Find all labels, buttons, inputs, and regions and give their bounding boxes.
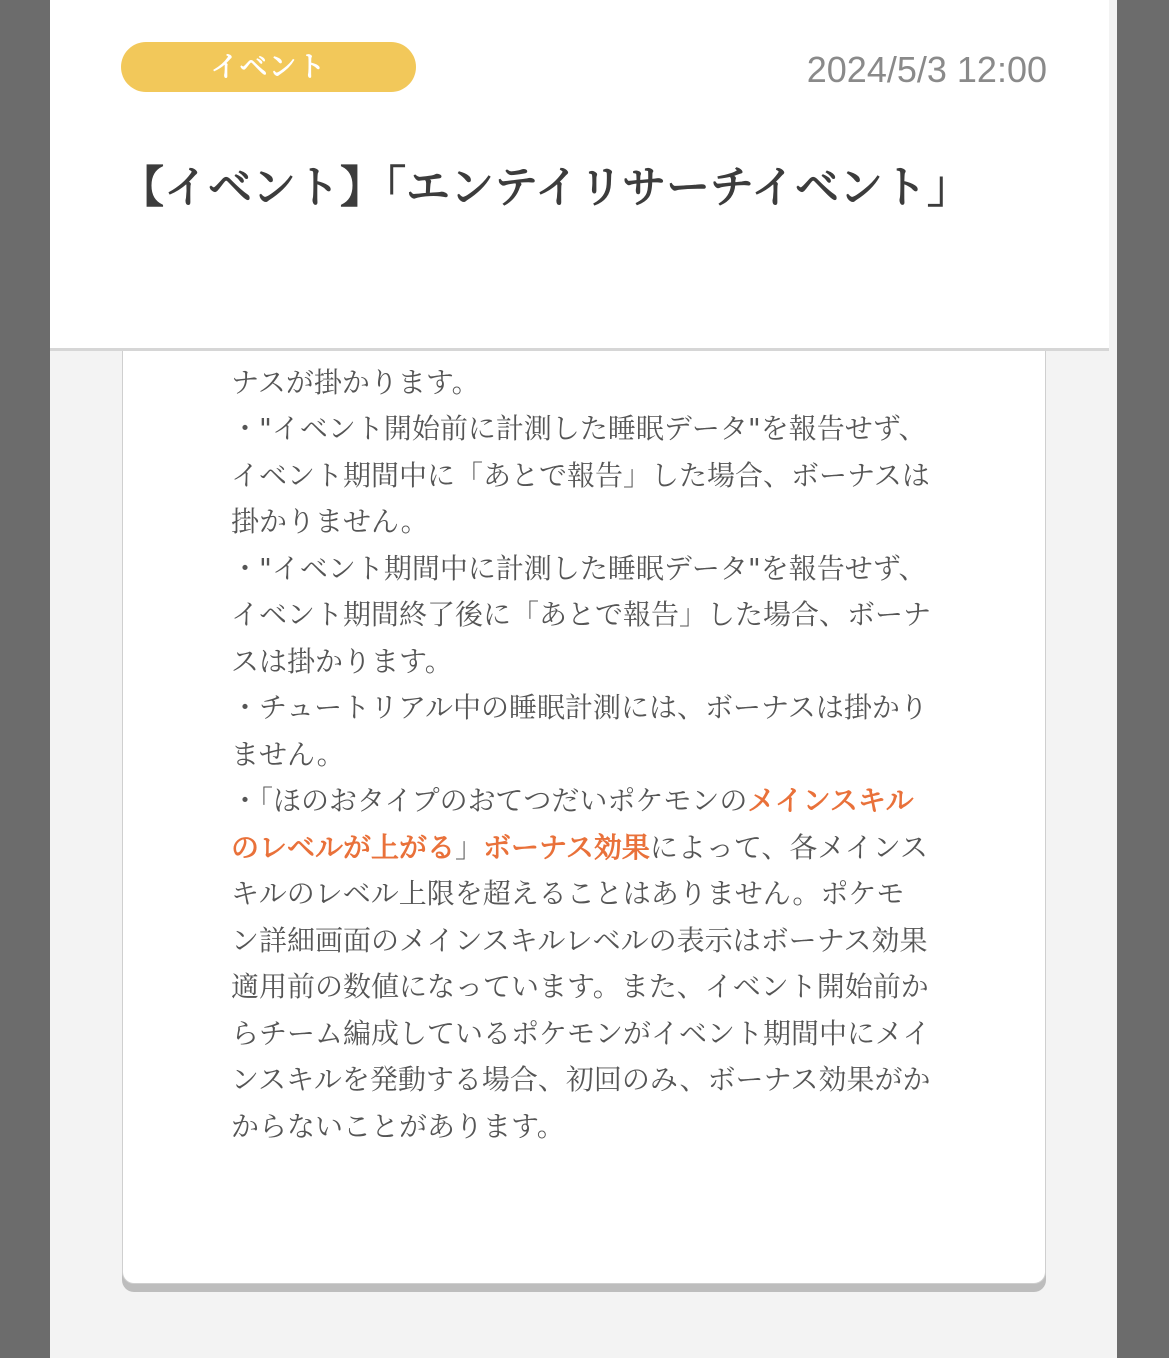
article-card[interactable] bbox=[122, 250, 1046, 1284]
category-badge: イベント bbox=[121, 42, 416, 92]
highlight-bonus-effect: ボーナス効果 bbox=[483, 830, 650, 864]
article-paragraph: ・"イベント開始前に計測した睡眠データ"を報告せず、イベント期間中に「あとで報告」した場合、ボーナスは掛かりません。 bbox=[231, 412, 930, 538]
highlight-skill-level-up: メインスキルのレベルが上がる bbox=[231, 784, 914, 864]
article-body bbox=[231, 313, 931, 1150]
paragraph-text: ・「ほのおタイプのおてつだいポケモンの bbox=[231, 784, 748, 817]
article-paragraph: ナスが掛かります。 bbox=[231, 365, 480, 399]
publish-date: 2024/5/3 12:00 bbox=[806, 49, 1047, 90]
article-paragraph-bonus bbox=[231, 784, 930, 1143]
article-paragraph: ・"イベント期間中に計測した睡眠データ"を報告せず、イベント期間終了後に「あとで報告」した場合、ボーナスは掛かります。 bbox=[231, 551, 932, 678]
news-title: 【イベント】「エンテイリサーチイベント」 bbox=[120, 162, 971, 213]
paragraph-text: 」 bbox=[455, 830, 484, 864]
news-detail-panel bbox=[50, 0, 1117, 1358]
news-header bbox=[50, 0, 1109, 351]
paragraph-text: によって、各メインスキルのレベル上限を超えることはありません。ポケモン詳細画面のメインスキルレベルの表示はボーナス効果適用前の数値になっています。また、イベント開始前からチーム編成しているポケモンがイベント期間中にメインスキルを発動する場合、初回のみ、ボーナス効果がかからないことがあります。 bbox=[231, 830, 931, 1143]
article-paragraph: ・チュートリアル中の睡眠計測には、ボーナスは掛かりません。 bbox=[231, 691, 928, 771]
